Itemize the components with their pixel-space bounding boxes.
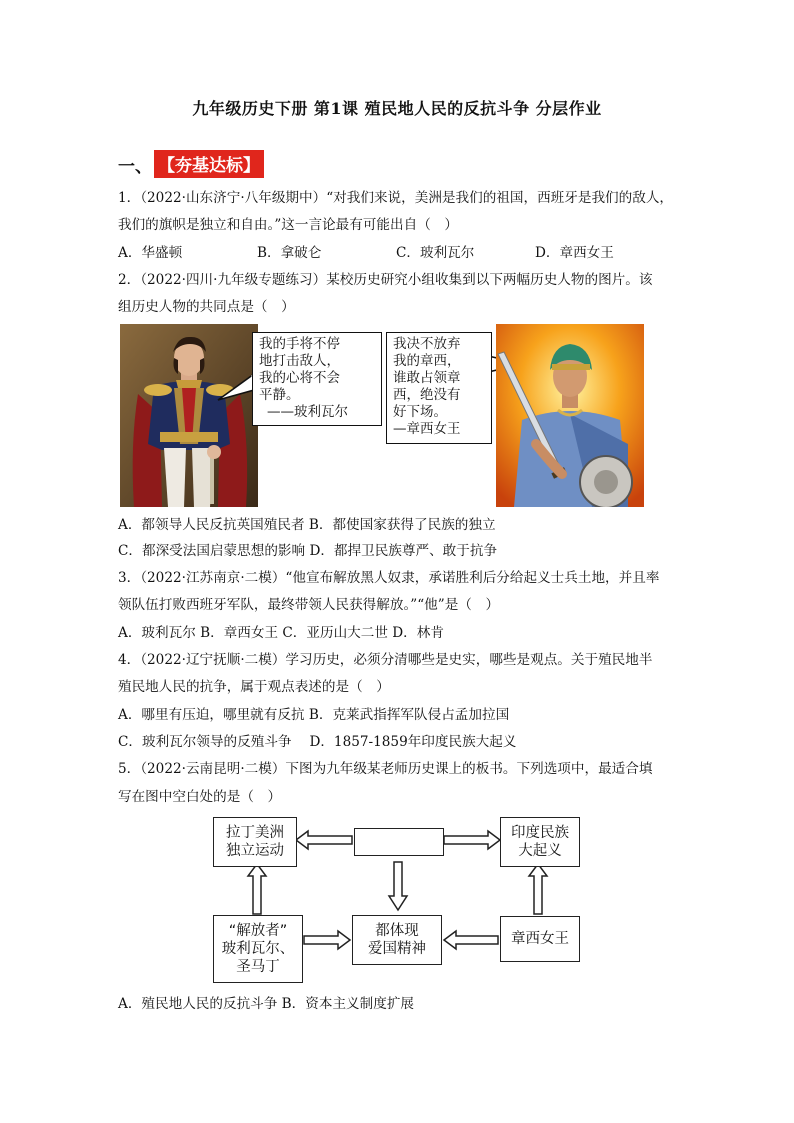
q4-options-ab[interactable]: A．哪里有压迫，哪里就有反抗 B．克莱武指挥军队侵占孟加拉国 (118, 707, 510, 723)
portrait-bolivar (120, 324, 258, 507)
arrow-to-bottom-center-left (304, 931, 350, 949)
speech-bubble-bolivar (252, 332, 382, 426)
arrow-to-top-left (296, 831, 352, 849)
bubble-line: 我的心将不会 (259, 370, 340, 386)
q1-option-d[interactable]: D．章西女王 (535, 245, 614, 261)
box-text: “解放者” (228, 923, 288, 939)
speech-bubble-rani-text (386, 332, 492, 444)
box-blank-answer (354, 828, 444, 856)
speech-bubble-bolivar-text (252, 332, 382, 426)
q5-options-ab[interactable]: A．殖民地人民的反抗斗争 B．资本主义制度扩展 (118, 996, 415, 1012)
box-text: 印度民族 (511, 825, 569, 841)
portrait-rani-image (496, 324, 644, 507)
box-latin-america (213, 817, 297, 867)
arrow-up-right (529, 864, 547, 914)
arrow-to-bottom-center-right (444, 931, 498, 949)
q1-line-1: 1．（2022·山东济宁·八年级期中）“对我们来说，美洲是我们的祖国，西班牙是我们的敌人， (118, 190, 674, 206)
bubble-line: 我决不放弃 (393, 336, 461, 352)
arrow-down-center (389, 862, 407, 910)
bubble-line: 平静。 (259, 387, 300, 403)
bubble-line: ——玻利瓦尔 (267, 404, 348, 420)
bubble-line: 好下场。 (393, 404, 447, 420)
q1-option-b[interactable]: B．拿破仑 (257, 245, 322, 261)
q3-options[interactable]: A．玻利瓦尔 B．章西女王 C．亚历山大二世 D．林肯 (118, 625, 444, 641)
box-text: 玻利瓦尔、 (221, 941, 295, 957)
box-text: 独立运动 (226, 843, 284, 859)
q5-line-2: 写在图中空白处的是（ ） (118, 789, 282, 805)
bubble-line: —章西女王 (393, 421, 461, 437)
q2-options-cd[interactable]: C．都深受法国启蒙思想的影响 D．都捍卫民族尊严、敢于抗争 (118, 543, 498, 559)
q4-line-2: 殖民地人民的抗争，属于观点表述的是（ ） (118, 679, 390, 695)
arrow-to-top-right (444, 831, 500, 849)
portrait-rani (496, 324, 644, 507)
bubble-line: 西，绝没有 (393, 387, 461, 403)
bubble-line: 我的章西， (393, 353, 461, 369)
box-patriotism (352, 915, 442, 965)
q1-option-c[interactable]: C．玻利瓦尔 (396, 245, 475, 261)
speech-bubble-rani (386, 332, 492, 444)
q3-line-1: 3．（2022·江苏南京·二模）“他宣布解放黑人奴隶，承诺胜利后分给起义士兵土地，并且率 (118, 570, 660, 586)
bubble-line: 谁敢占领章 (393, 370, 461, 386)
q2-options-ab[interactable]: A．都领导人民反抗英国殖民者 B．都使国家获得了民族的独立 (118, 517, 496, 533)
section-prefix: 一、 (118, 156, 152, 177)
q2-line-1: 2．（2022·四川·九年级专题练习）某校历史研究小组收集到以下两幅历史人物的图片。该 (118, 272, 653, 288)
box-text: 都体现 (375, 923, 419, 939)
speech-bubble-tail (216, 372, 256, 402)
flow-diagram (212, 814, 584, 986)
box-liberators (213, 915, 303, 983)
section-header (118, 150, 264, 178)
portrait-bolivar-image (120, 324, 258, 507)
q1-option-a[interactable]: A．华盛顿 (118, 245, 183, 261)
q3-line-2: 领队伍打败西班牙军队，最终带领人民获得解放。”“他”是（ ） (118, 597, 500, 613)
bubble-line: 地打击敌人， (259, 353, 340, 369)
q1-options (118, 243, 614, 263)
box-text: 拉丁美洲 (226, 825, 284, 841)
q1-line-2: 我们的旗帜是独立和自由。”这一言论最有可能出自（ ） (118, 217, 458, 233)
arrow-up-left (248, 864, 266, 914)
q4-line-1: 4．（2022·辽宁抚顺·二模）学习历史，必须分清哪些是史实，哪些是观点。关于殖民地半 (118, 652, 653, 668)
q4-options-cd[interactable]: C．玻利瓦尔领导的反殖斗争 D．1857-1859年印度民族大起义 (118, 734, 517, 750)
bubble-line: 我的手将不停 (259, 336, 340, 352)
box-text: 大起义 (518, 843, 562, 859)
box-india-uprising (500, 817, 580, 867)
q5-line-1: 5．（2022·云南昆明·二模）下图为九年级某老师历史课上的板书。下列选项中，最适合填 (118, 761, 653, 777)
section-badge: 【夯基达标】 (154, 150, 264, 178)
page-title: 九年级历史下册 第1课 殖民地人民的反抗斗争 分层作业 (192, 99, 602, 118)
box-text: 爱国精神 (368, 941, 426, 957)
box-text: 圣马丁 (236, 959, 280, 975)
box-rani-of-jhansi (500, 916, 580, 962)
box-text: 章西女王 (511, 931, 569, 947)
q2-line-2: 组历史人物的共同点是（ ） (118, 299, 295, 315)
